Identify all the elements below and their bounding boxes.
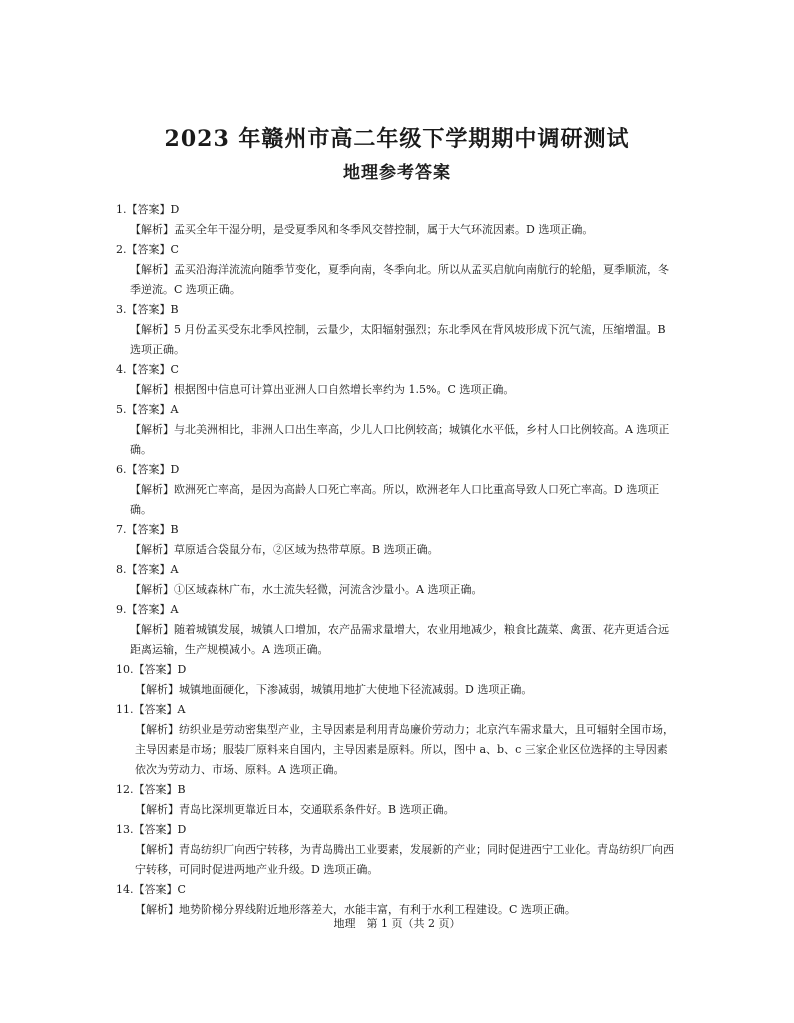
question-answer: 12.【答案】B: [116, 783, 186, 796]
question-item: [116, 300, 676, 360]
question-explanation: 【解析】地势阶梯分界线附近地形落差大，水能丰富，有利于水利工程建设。C 选项正确。: [135, 903, 576, 916]
page-footer: 地理 第 1 页（共 2 页）: [333, 917, 461, 930]
question-explanation: 【解析】随着城镇发展，城镇人口增加，农产品需求量增大，农业用地减少，粮食比蔬菜、禽蛋、花卉更适合远距离运输，生产规模减小。A 选项正确。: [130, 623, 669, 656]
question-explanation: 【解析】青岛纺织厂向西宁转移，为青岛腾出工业要素，发展新的产业；同时促进西宁工业化。青岛纺织厂向西宁转移，可同时促进两地产业升级。D 选项正确。: [135, 843, 674, 876]
question-explanation: 【解析】纺织业是劳动密集型产业，主导因素是利用青岛廉价劳动力；北京汽车需求量大，且可辐射全国市场，主导因素是市场；服装厂原料来自国内，主导因素是原料。所以，图中 a、b、c 三家企业区位选择的主导因素依次为劳动力、市场、原料。A 选项正确。: [135, 723, 674, 776]
question-explanation: 【解析】①区域森林广布，水土流失轻微，河流含沙量小。A 选项正确。: [130, 583, 483, 596]
question-item: [116, 200, 676, 240]
question-answer: 10.【答案】D: [116, 663, 187, 676]
question-item: [116, 400, 676, 460]
question-explanation: 【解析】5 月份孟买受东北季风控制，云量少，太阳辐射强烈；东北季风在背风坡形成下沉气流，压缩增温。B 选项正确。: [130, 323, 666, 356]
question-item: [116, 520, 676, 560]
question-explanation: 【解析】根据图中信息可计算出亚洲人口自然增长率约为 1.5%。C 选项正确。: [130, 383, 515, 396]
question-item: [116, 560, 676, 600]
question-explanation: 【解析】孟买沿海洋流流向随季节变化，夏季向南，冬季向北。所以从孟买启航向南航行的轮船，夏季顺流，冬季逆流。C 选项正确。: [130, 263, 669, 296]
question-item: [116, 600, 676, 660]
question-item: [116, 880, 676, 920]
question-answer: 1.【答案】D: [116, 203, 180, 216]
question-answer: 8.【答案】A: [116, 563, 179, 576]
question-answer: 2.【答案】C: [116, 243, 179, 256]
question-answer: 7.【答案】B: [116, 523, 179, 536]
question-answer: 6.【答案】D: [116, 463, 180, 476]
question-answer: 4.【答案】C: [116, 363, 179, 376]
question-answer: 14.【答案】C: [116, 883, 186, 896]
question-item: [116, 660, 676, 700]
question-item: [116, 460, 676, 520]
page-title: 2023 年赣州市高二年级下学期期中调研测试: [164, 126, 630, 152]
question-answer: 13.【答案】D: [116, 823, 187, 836]
question-answer: 3.【答案】B: [116, 303, 179, 316]
question-item: [116, 820, 676, 880]
question-explanation: 【解析】孟买全年干湿分明，是受夏季风和冬季风交替控制，属于大气环流因素。D 选项正确。: [130, 223, 594, 236]
question-item: [116, 360, 676, 400]
question-explanation: 【解析】城镇地面硬化，下渗减弱，城镇用地扩大使地下径流减弱。D 选项正确。: [135, 683, 533, 696]
question-item: [116, 780, 676, 820]
page-subtitle: 地理参考答案: [343, 163, 451, 183]
question-explanation: 【解析】与北美洲相比，非洲人口出生率高，少儿人口比例较高；城镇化水平低，乡村人口比例较高。A 选项正确。: [130, 423, 670, 456]
question-answer: 11.【答案】A: [116, 703, 186, 716]
question-item: [116, 700, 676, 780]
question-explanation: 【解析】草原适合袋鼠分布，②区域为热带草原。B 选项正确。: [130, 543, 439, 556]
question-answer: 5.【答案】A: [116, 403, 179, 416]
question-item: [116, 240, 676, 300]
question-list: [116, 200, 676, 920]
question-answer: 9.【答案】A: [116, 603, 179, 616]
question-explanation: 【解析】青岛比深圳更靠近日本，交通联系条件好。B 选项正确。: [135, 803, 455, 816]
question-explanation: 【解析】欧洲死亡率高，是因为高龄人口死亡率高。所以，欧洲老年人口比重高导致人口死亡率高。D 选项正确。: [130, 483, 660, 516]
